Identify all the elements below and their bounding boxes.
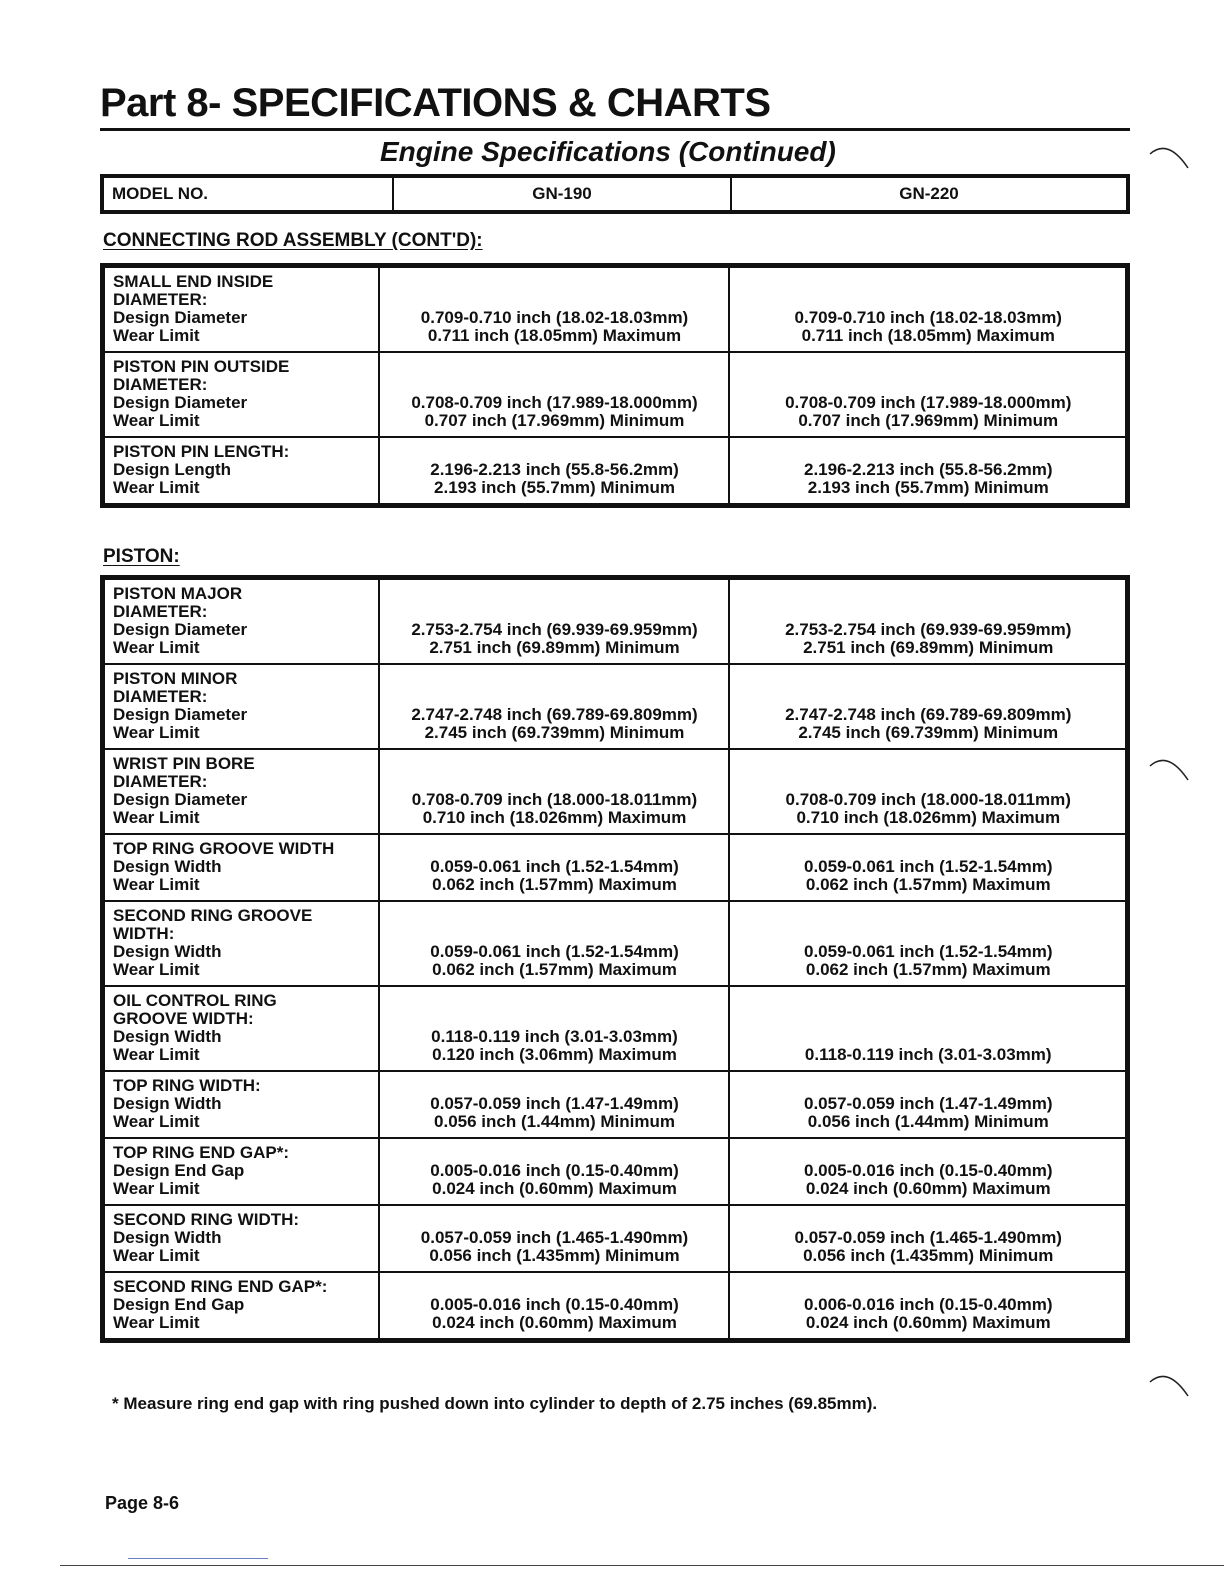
spec-value-gn220: [729, 1205, 1128, 1272]
spec-text-line: SECOND RING GROOVE: [113, 906, 313, 925]
spec-row: [103, 1205, 1128, 1272]
spec-value-gn190: [379, 352, 729, 437]
spec-text-line: 0.024 inch (0.60mm) Maximum: [805, 1179, 1051, 1198]
spec-text-line: 0.057-0.059 inch (1.465-1.490mm): [794, 1228, 1062, 1247]
spec-label-cell: [103, 578, 379, 665]
spec-text-line: 2.747-2.748 inch (69.789-69.809mm): [411, 705, 698, 724]
spec-text-line: Design Width: [113, 1027, 222, 1046]
spec-text-line: Design Length: [113, 460, 232, 479]
spec-text-line: Design Diameter: [113, 790, 248, 809]
page-number: Page 8-6: [105, 1493, 180, 1513]
spec-text-line: 0.062 inch (1.57mm) Maximum: [432, 875, 677, 894]
spec-label-cell: [103, 986, 379, 1071]
section-label-piston: PISTON:: [103, 546, 180, 567]
spec-text-line: SECOND RING END GAP*:: [113, 1277, 328, 1296]
spec-value-gn220: [729, 664, 1128, 749]
spec-text-line: DIAMETER:: [113, 375, 208, 394]
spec-text-line: 2.751 inch (69.89mm) Minimum: [803, 638, 1054, 657]
spec-text-line: Wear Limit: [113, 326, 200, 345]
spec-text-line: Design Width: [113, 857, 222, 876]
spec-text-line: Design Diameter: [113, 620, 248, 639]
spec-row: [103, 664, 1128, 749]
spec-text-line: 2.753-2.754 inch (69.939-69.959mm): [785, 620, 1072, 639]
spec-text-line: 0.120 inch (3.06mm) Maximum: [432, 1045, 677, 1064]
section-label-connecting-rod: CONNECTING ROD ASSEMBLY (CONT'D):: [103, 230, 483, 251]
spec-text-line: DIAMETER:: [113, 772, 208, 791]
footnote: * Measure ring end gap with ring pushed down into cylinder to depth of 2.75 inches (69.85mm).: [112, 1394, 878, 1413]
spec-label-cell: [103, 901, 379, 986]
page-title: Part 8- SPECIFICATIONS & CHARTS: [100, 80, 1130, 131]
spec-table-connecting-rod: [100, 263, 1130, 508]
spec-text-line: 0.005-0.016 inch (0.15-0.40mm): [430, 1295, 679, 1314]
spec-text-line: 0.005-0.016 inch (0.15-0.40mm): [430, 1161, 679, 1180]
spec-value-gn190: [379, 266, 729, 353]
spec-text-line: 0.708-0.709 inch (17.989-18.000mm): [411, 393, 698, 412]
spec-text-line: PISTON PIN OUTSIDE: [113, 357, 290, 376]
spec-value-gn220: [729, 1071, 1128, 1138]
spec-text-line: Design Diameter: [113, 308, 248, 327]
spec-text-line: Design Diameter: [113, 705, 248, 724]
spec-value-gn190: [379, 437, 729, 506]
spec-text-line: 0.059-0.061 inch (1.52-1.54mm): [430, 857, 679, 876]
spec-text-line: Design End Gap: [113, 1295, 245, 1314]
spec-row: [103, 1071, 1128, 1138]
spec-row: [103, 1272, 1128, 1341]
spec-text-line: 0.024 inch (0.60mm) Maximum: [805, 1313, 1051, 1332]
spec-text-line: Wear Limit: [113, 1045, 200, 1064]
spec-value-gn220: [729, 1272, 1128, 1341]
spec-text-line: WIDTH:: [113, 924, 175, 943]
spec-text-line: 0.062 inch (1.57mm) Maximum: [805, 960, 1051, 979]
spec-text-line: Wear Limit: [113, 411, 200, 430]
spec-text-line: 2.196-2.213 inch (55.8-56.2mm): [430, 460, 679, 479]
spec-text-line: PISTON MINOR: [113, 669, 238, 688]
spec-text-line: Wear Limit: [113, 1112, 200, 1131]
spec-table-piston: [100, 575, 1130, 1343]
spec-row: [103, 834, 1128, 901]
spec-text-line: 0.062 inch (1.57mm) Maximum: [805, 875, 1051, 894]
spec-row: [103, 986, 1128, 1071]
model-label: MODEL NO.: [104, 178, 394, 210]
spec-text-line: Wear Limit: [113, 638, 200, 657]
model-gn190: GN-190: [394, 178, 732, 210]
spec-text-line: DIAMETER:: [113, 687, 208, 706]
spec-text-line: Wear Limit: [113, 808, 200, 827]
spec-row: [103, 901, 1128, 986]
spec-text-line: SECOND RING WIDTH:: [113, 1210, 300, 1229]
spec-text-line: 0.005-0.016 inch (0.15-0.40mm): [803, 1161, 1053, 1180]
model-header-row: [100, 174, 1130, 214]
spec-value-gn220: [729, 834, 1128, 901]
spec-text-line: 0.057-0.059 inch (1.47-1.49mm): [803, 1094, 1053, 1113]
spec-text-line: TOP RING END GAP*:: [113, 1143, 290, 1162]
spec-text-line: SMALL END INSIDE: [113, 272, 274, 291]
spec-text-line: DIAMETER:: [113, 602, 208, 621]
spec-value-gn190: [379, 834, 729, 901]
spec-text-line: 0.057-0.059 inch (1.47-1.49mm): [430, 1094, 679, 1113]
model-gn220: GN-220: [899, 184, 959, 203]
spec-text-line: 2.745 inch (69.739mm) Minimum: [424, 723, 685, 742]
spec-text-line: 0.707 inch (17.969mm) Minimum: [798, 411, 1059, 430]
spec-text-line: Design Width: [113, 1094, 222, 1113]
spec-text-line: 2.747-2.748 inch (69.789-69.809mm): [785, 705, 1072, 724]
spec-row: [103, 1138, 1128, 1205]
spec-text-line: 0.708-0.709 inch (17.989-18.000mm): [785, 393, 1072, 412]
spec-text-line: 0.709-0.710 inch (18.02-18.03mm): [794, 308, 1062, 327]
spec-value-gn190: [379, 578, 729, 665]
spec-text-line: 2.745 inch (69.739mm) Minimum: [798, 723, 1059, 742]
spec-text-line: 0.059-0.061 inch (1.52-1.54mm): [803, 942, 1053, 961]
spec-label-cell: [103, 1272, 379, 1341]
spec-value-gn220: [729, 578, 1128, 665]
spec-text-line: 0.710 inch (18.026mm) Maximum: [422, 808, 687, 827]
spec-text-line: Wear Limit: [113, 1179, 200, 1198]
spec-text-line: Wear Limit: [113, 1246, 200, 1265]
spec-value-gn220: [729, 749, 1128, 834]
binder-hole-icon: [1148, 140, 1192, 184]
spec-value-gn190: [379, 1071, 729, 1138]
spec-label-cell: [103, 352, 379, 437]
spec-text-line: 0.024 inch (0.60mm) Maximum: [432, 1313, 677, 1332]
spec-text-line: 0.707 inch (17.969mm) Minimum: [424, 411, 685, 430]
spec-text-line: Design Width: [113, 942, 222, 961]
spec-label-cell: [103, 749, 379, 834]
bottom-tab-line: [128, 1558, 268, 1559]
spec-value-gn220: [729, 1138, 1128, 1205]
spec-value-gn190: [379, 986, 729, 1071]
spec-value-gn190: [379, 1272, 729, 1341]
spec-text-line: 2.753-2.754 inch (69.939-69.959mm): [411, 620, 698, 639]
page-subtitle: Engine Specifications (Continued): [380, 136, 836, 167]
spec-row: [103, 437, 1128, 506]
spec-text-line: 0.709-0.710 inch (18.02-18.03mm): [420, 308, 689, 327]
spec-value-gn190: [379, 664, 729, 749]
spec-text-line: Wear Limit: [113, 1313, 200, 1332]
spec-text-line: 0.057-0.059 inch (1.465-1.490mm): [420, 1228, 689, 1247]
spec-text-line: 2.193 inch (55.7mm) Minimum: [807, 478, 1049, 497]
binder-hole-icon: [1148, 752, 1192, 796]
spec-value-gn220: [729, 352, 1128, 437]
spec-text-line: TOP RING WIDTH:: [113, 1076, 261, 1095]
spec-text-line: PISTON MAJOR: [113, 584, 243, 603]
spec-label-cell: [103, 1138, 379, 1205]
spec-row: [103, 266, 1128, 353]
spec-text-line: 0.710 inch (18.026mm) Maximum: [796, 808, 1061, 827]
spec-text-line: Design End Gap: [113, 1161, 245, 1180]
spec-text-line: 0.056 inch (1.435mm) Minimum: [429, 1246, 680, 1265]
spec-label-cell: [103, 834, 379, 901]
spec-text-line: 0.118-0.119 inch (3.01-3.03mm): [804, 1045, 1052, 1064]
spec-value-gn220: [729, 901, 1128, 986]
spec-row: [103, 352, 1128, 437]
spec-text-line: Wear Limit: [113, 478, 200, 497]
spec-text-line: Design Diameter: [113, 393, 248, 412]
spec-text-line: 2.193 inch (55.7mm) Minimum: [434, 478, 675, 497]
spec-text-line: Design Width: [113, 1228, 222, 1247]
spec-text-line: Wear Limit: [113, 723, 200, 742]
spec-text-line: WRIST PIN BORE: [113, 754, 255, 773]
spec-value-gn220: [729, 437, 1128, 506]
spec-text-line: 0.711 inch (18.05mm) Maximum: [427, 326, 682, 345]
spec-text-line: OIL CONTROL RING: [113, 991, 277, 1010]
spec-value-gn190: [379, 1205, 729, 1272]
spec-text-line: Wear Limit: [113, 960, 200, 979]
spec-label-cell: [103, 664, 379, 749]
spec-text-line: 0.708-0.709 inch (18.000-18.011mm): [785, 790, 1071, 809]
spec-label-cell: [103, 437, 379, 506]
spec-text-line: 0.056 inch (1.435mm) Minimum: [803, 1246, 1054, 1265]
spec-row: [103, 749, 1128, 834]
binder-hole-icon: [1148, 1368, 1192, 1412]
spec-text-line: 2.196-2.213 inch (55.8-56.2mm): [803, 460, 1053, 479]
spec-text-line: 0.059-0.061 inch (1.52-1.54mm): [430, 942, 679, 961]
spec-value-gn220: [729, 986, 1128, 1071]
spec-text-line: 0.024 inch (0.60mm) Maximum: [432, 1179, 677, 1198]
spec-value-gn220: [729, 266, 1128, 353]
spec-text-line: 0.056 inch (1.44mm) Minimum: [434, 1112, 675, 1131]
spec-label-cell: [103, 266, 379, 353]
spec-text-line: TOP RING GROOVE WIDTH: [113, 839, 335, 858]
spec-text-line: 0.059-0.061 inch (1.52-1.54mm): [803, 857, 1053, 876]
spec-text-line: 0.006-0.016 inch (0.15-0.40mm): [803, 1295, 1053, 1314]
spec-text-line: GROOVE WIDTH:: [113, 1009, 254, 1028]
spec-text-line: 0.118-0.119 inch (3.01-3.03mm): [431, 1027, 678, 1046]
spec-text-line: 2.751 inch (69.89mm) Minimum: [429, 638, 680, 657]
spec-text-line: 0.062 inch (1.57mm) Maximum: [432, 960, 677, 979]
spec-text-line: 0.708-0.709 inch (18.000-18.011mm): [411, 790, 698, 809]
spec-text-line: Wear Limit: [113, 875, 200, 894]
spec-value-gn190: [379, 901, 729, 986]
spec-text-line: 0.056 inch (1.44mm) Minimum: [807, 1112, 1049, 1131]
spec-text-line: 0.711 inch (18.05mm) Maximum: [801, 326, 1055, 345]
spec-text-line: DIAMETER:: [113, 290, 208, 309]
spec-row: [103, 578, 1128, 665]
spec-value-gn190: [379, 749, 729, 834]
spec-value-gn190: [379, 1138, 729, 1205]
bottom-rule: [60, 1565, 1224, 1566]
spec-label-cell: [103, 1205, 379, 1272]
spec-label-cell: [103, 1071, 379, 1138]
spec-text-line: PISTON PIN LENGTH:: [113, 442, 290, 461]
